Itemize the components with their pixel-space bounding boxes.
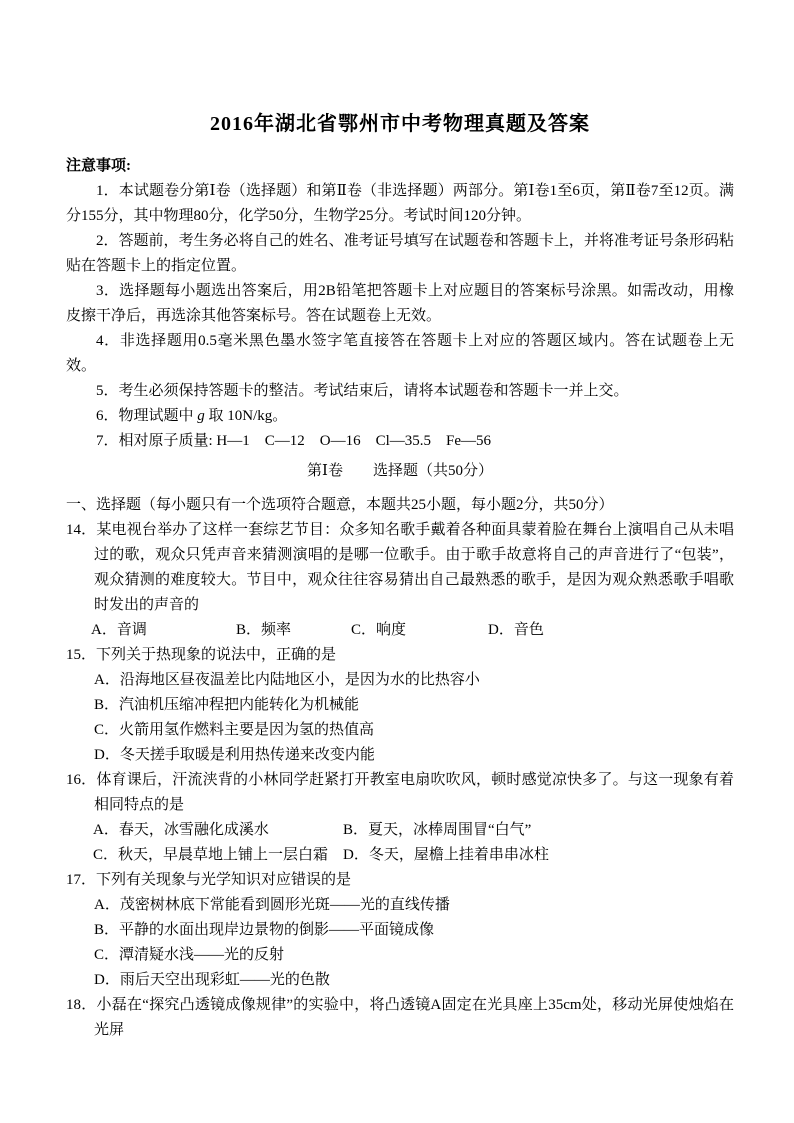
notice-6-prefix: 6．物理试题中 [96,408,198,424]
question-17-option-d: D．雨后天空出现彩虹——光的色散 [94,972,330,988]
notice-item-1: 1．本试题卷分第Ⅰ卷（选择题）和第Ⅱ卷（非选择题）两部分。第Ⅰ卷1至6页，第Ⅱ卷7至12页。满分155分，其中物理80分，化学50分，生物学25分。考试时间120分钟。 [66,183,734,224]
question-15 [66,643,734,768]
question-16-options-row-2 [93,843,734,868]
question-16-option-c: C．秋天，早晨草地上铺上一层白霜 [93,847,329,863]
question-16-option-b: B．夏天，冰棒周围冒“白气” [343,822,532,838]
notice-item-5: 5．考生必须保持答题卡的整洁。考试结束后，请将本试题卷和答题卡一并上交。 [96,383,629,399]
section-intro: 一、选择题（每小题只有一个选项符合题意，本题共25小题，每小题2分，共50分） [66,497,614,513]
question-16 [66,768,734,868]
question-15-option-c: C．火箭用氢作燃料主要是因为氢的热值高 [94,722,375,738]
question-16-options-row-1 [93,818,734,843]
notice-6-suffix: 取 10N/kg。 [204,408,288,424]
question-15-text: 下列关于热现象的说法中，正确的是 [96,647,337,663]
question-15-option-b: B．汽油机压缩冲程把内能转化为机械能 [94,697,360,713]
question-17 [66,868,734,993]
question-17-option-b: B．平静的水面出现岸边景物的倒影——平面镜成像 [94,922,435,938]
question-18 [66,993,734,1043]
question-16-option-d: D．冬天，屋檐上挂着串串冰柱 [343,847,549,863]
notice-item-4: 4．非选择题用0.5毫米黑色墨水签字笔直接答在答题卡上对应的答题区域内。答在试题卷上无效。 [66,333,734,374]
question-17-option-c: C．潭清疑水浅——光的反射 [94,947,285,963]
question-17-text: 下列有关现象与光学知识对应错误的是 [96,872,352,888]
notice-item-3: 3．选择题每小题选出答案后，用2B铅笔把答题卡上对应题目的答案标号涂黑。如需改动，用橡皮擦干净后，再选涂其他答案标号。答在试题卷上无效。 [66,283,734,324]
question-14-text: 某电视台举办了这样一套综艺节目：众多知名歌手戴着各种面具蒙着脸在舞台上演唱自己从未唱过的歌，观众只凭声音来猜测演唱的是哪一位歌手。由于歌手故意将自己的声音进行了“包装”，观众猜测的难度较大。节目中，观众往往容易猜出自己最熟悉的歌手，是因为观众熟悉歌手唱歌时发出的声音的 [94,522,734,613]
gravity-constant-symbol: g [197,408,205,424]
question-17-option-a: A．茂密树林底下常能看到圆形光斑——光的直线传播 [94,897,450,913]
section-title: 第Ⅰ卷 选择题（共50分） [307,463,493,479]
question-18-number: 18． [66,997,97,1013]
question-14 [66,518,734,643]
notice-item-6 [66,404,734,429]
question-15-option-d: D．冬天搓手取暖是利用热传递来改变内能 [94,747,375,763]
question-17-number: 17． [66,872,97,888]
question-16-stem [66,768,734,818]
notice-heading: 注意事项: [66,158,131,174]
page-title: 2016年湖北省鄂州市中考物理真题及答案 [210,113,590,135]
notice-item-2: 2．答题前，考生务必将自己的姓名、准考证号填写在试题卷和答题卡上，并将准考证号条形码粘贴在答题卡上的指定位置。 [66,233,734,274]
question-14-option-a: A．音调 [91,622,147,638]
question-14-option-d: D．音色 [488,622,544,638]
question-15-stem [66,643,734,668]
question-15-number: 15． [66,647,97,663]
question-14-number: 14． [66,522,97,538]
question-14-stem [66,518,734,618]
question-15-option-a: A．沿海地区昼夜温差比内陆地区小，是因为水的比热容小 [94,672,480,688]
question-18-stem [66,993,734,1043]
question-16-number: 16． [66,772,97,788]
question-14-options [91,618,734,643]
notice-item-7: 7．相对原子质量: H—1 C—12 O—16 Cl—35.5 Fe—56 [96,433,492,449]
question-17-stem [66,868,734,893]
question-18-text: 小磊在“探究凸透镜成像规律”的实验中，将凸透镜A固定在光具座上35cm处，移动光屏使烛焰在光屏 [94,997,734,1038]
question-16-text: 体育课后，汗流浃背的小林同学赶紧打开教室电扇吹吹风，顿时感觉凉快多了。与这一现象有着相同特点的是 [94,772,734,813]
question-14-option-b: B．频率 [236,622,292,638]
question-14-option-c: C．响度 [351,622,407,638]
question-16-option-a: A．春天，冰雪融化成溪水 [93,822,269,838]
